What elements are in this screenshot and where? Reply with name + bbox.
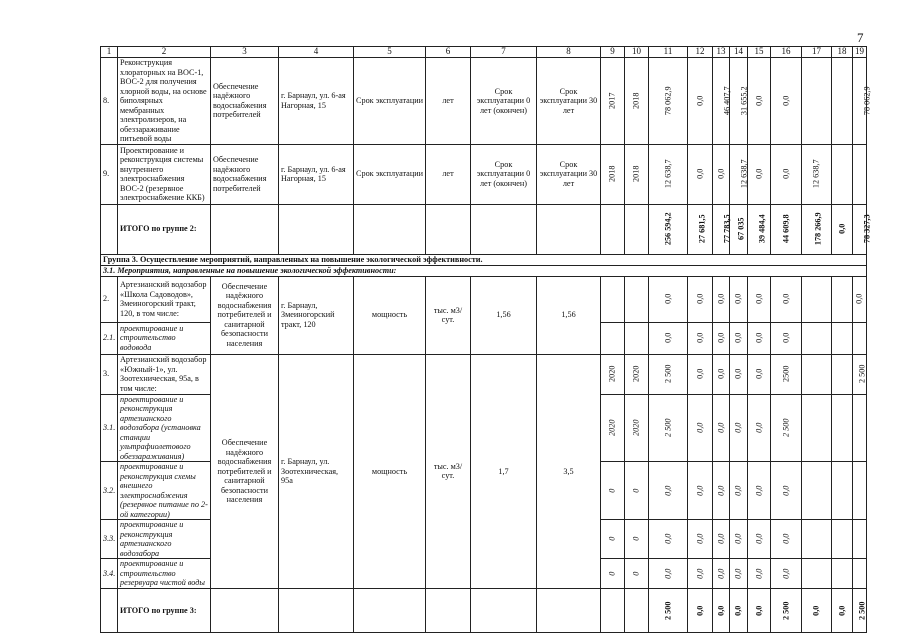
total-18: 0,0 <box>832 589 853 633</box>
year-start: 2020 <box>601 354 625 394</box>
cell-15: 0,0 <box>748 394 771 462</box>
total-19: 78 327,3 <box>853 204 867 254</box>
cell-16: 2500 <box>771 354 802 394</box>
parameter: мощность <box>354 354 426 589</box>
table-row <box>101 58 867 145</box>
cell-13: 0,0 <box>713 462 730 520</box>
year-end: 0 <box>625 462 649 520</box>
row-number: 2.1. <box>101 322 118 354</box>
cell-16: 0,0 <box>771 462 802 520</box>
cell-11: 0,0 <box>649 520 688 559</box>
table-row <box>101 144 867 204</box>
cell-12: 0,0 <box>688 462 713 520</box>
total-15: 0,0 <box>748 589 771 633</box>
total-13: 77 783,5 <box>713 204 730 254</box>
cell-13: 0,0 <box>713 276 730 322</box>
measure-name: проектирование и реконструкция схемы внешнего электроснабжения (резервное питание по 2-ой категории) <box>118 462 211 520</box>
cell-14: 31 655,2 <box>730 58 748 145</box>
total-19: 2 500 <box>853 589 867 633</box>
cell-17 <box>802 58 832 145</box>
measure-address: г. Барнаул, Змеиногорский тракт, 120 <box>279 276 354 354</box>
year-start: 0 <box>601 462 625 520</box>
total-16: 44 609,8 <box>771 204 802 254</box>
cell-16: 2 500 <box>771 394 802 462</box>
cell-11: 0,0 <box>649 559 688 589</box>
cell-11: 2 500 <box>649 354 688 394</box>
value-after: Срок эксплуатации 30 лет <box>537 144 601 204</box>
header-cell: 14 <box>730 47 748 58</box>
cell-15: 0,0 <box>748 322 771 354</box>
measure-name: Проектирование и реконструкция системы внутреннего электроснабжения ВОС-2 (резервное электроснабжение ККБ) <box>118 144 211 204</box>
total-row <box>101 204 867 254</box>
row-number: 8. <box>101 58 118 145</box>
total-17: 178 266,9 <box>802 204 832 254</box>
total-row <box>101 589 867 633</box>
cell-13: 0,0 <box>713 520 730 559</box>
header-cell: 13 <box>713 47 730 58</box>
unit: лет <box>426 58 471 145</box>
cell-16: 0,0 <box>771 144 802 204</box>
year-end: 0 <box>625 559 649 589</box>
header-cell: 1 <box>101 47 118 58</box>
header-cell: 5 <box>354 47 426 58</box>
header-cell: 2 <box>118 47 211 58</box>
cell-13: 46 407,7 <box>713 58 730 145</box>
cell-15: 0,0 <box>748 520 771 559</box>
row-number: 3. <box>101 354 118 394</box>
cell-13: 0,0 <box>713 144 730 204</box>
value-before: 1,56 <box>471 276 537 354</box>
cell-12: 0,0 <box>688 276 713 322</box>
cell-16: 0,0 <box>771 276 802 322</box>
cell-15: 0,0 <box>748 144 771 204</box>
value-before: Срок эксплуатации 0 лет (окончен) <box>471 58 537 145</box>
cell-14: 0,0 <box>730 276 748 322</box>
cell-15: 0,0 <box>748 462 771 520</box>
total-11: 2 500 <box>649 589 688 633</box>
cell-19: 78 062,9 <box>853 58 867 145</box>
header-cell: 11 <box>649 47 688 58</box>
cell-13: 0,0 <box>713 322 730 354</box>
unit: тыс. м3/сут. <box>426 354 471 589</box>
cell-11: 0,0 <box>649 276 688 322</box>
year-end: 2018 <box>625 58 649 145</box>
total-14: 0,0 <box>730 589 748 633</box>
header-cell: 19 <box>853 47 867 58</box>
row-number: 3.3. <box>101 520 118 559</box>
table-row <box>101 276 867 322</box>
cell-12: 0,0 <box>688 354 713 394</box>
parameter: мощность <box>354 276 426 354</box>
cell-16: 0,0 <box>771 520 802 559</box>
measure-name: проектирование и реконструкция артезианского водозабора <box>118 520 211 559</box>
measure-name: проектирование и строительство водовода <box>118 322 211 354</box>
header-cell: 17 <box>802 47 832 58</box>
header-cell: 18 <box>832 47 853 58</box>
total-label: ИТОГО по группе 2: <box>118 204 211 254</box>
cell-11: 12 638,7 <box>649 144 688 204</box>
total-11: 256 594,2 <box>649 204 688 254</box>
header-cell: 7 <box>471 47 537 58</box>
cell-14: 0,0 <box>730 559 748 589</box>
cell-14: 0,0 <box>730 520 748 559</box>
measure-address: г. Барнаул, ул. 6-ая Нагорная, 15 <box>279 58 354 145</box>
cell-14: 0,0 <box>730 394 748 462</box>
cell-14: 12 638,7 <box>730 144 748 204</box>
measure-address: г. Барнаул, ул. Зоотехническая, 95а <box>279 354 354 589</box>
cell-11: 2 500 <box>649 394 688 462</box>
row-number: 9. <box>101 144 118 204</box>
total-18: 0,0 <box>832 204 853 254</box>
cell-14: 0,0 <box>730 462 748 520</box>
parameter: Срок эксплуатации <box>354 58 426 145</box>
parameter: Срок эксплуатации <box>354 144 426 204</box>
total-15: 39 484,4 <box>748 204 771 254</box>
cell-12: 0,0 <box>688 520 713 559</box>
cell-14: 0,0 <box>730 354 748 394</box>
cell-11: 0,0 <box>649 462 688 520</box>
cell-11: 78 062,9 <box>649 58 688 145</box>
header-cell: 16 <box>771 47 802 58</box>
measure-name: Артезианский водозабор «Школа Садоводов», Змеиногорский тракт, 120, в том числе: <box>118 276 211 322</box>
cell-16: 0,0 <box>771 58 802 145</box>
year-end: 2020 <box>625 394 649 462</box>
row-number: 3.2. <box>101 462 118 520</box>
cell-12: 0,0 <box>688 322 713 354</box>
year-end: 2020 <box>625 354 649 394</box>
group-title: Группа 3. Осуществление мероприятий, направленных на повышение экологической эффективности. <box>101 254 867 265</box>
year-start: 2020 <box>601 394 625 462</box>
measure-goal: Обеспечение надёжного водоснабжения потребителей <box>211 144 279 204</box>
unit: тыс. м3/сут. <box>426 276 471 354</box>
page-number: 7 <box>857 30 864 45</box>
cell-12: 0,0 <box>688 144 713 204</box>
row-number: 2. <box>101 276 118 322</box>
subgroup-header-row <box>101 265 867 276</box>
header-cell: 6 <box>426 47 471 58</box>
cell-19: 2 500 <box>853 354 867 394</box>
year-end: 2018 <box>625 144 649 204</box>
cell-17: 12 638,7 <box>802 144 832 204</box>
total-17: 0,0 <box>802 589 832 633</box>
value-before: 1,7 <box>471 354 537 589</box>
measure-goal: Обеспечение надёжного водоснабжения потребителей <box>211 58 279 145</box>
header-cell: 3 <box>211 47 279 58</box>
cell-15: 0,0 <box>748 58 771 145</box>
investment-table <box>100 46 872 633</box>
value-before: Срок эксплуатации 0 лет (окончен) <box>471 144 537 204</box>
header-cell: 4 <box>279 47 354 58</box>
year-start: 0 <box>601 559 625 589</box>
value-after: Срок эксплуатации 30 лет <box>537 58 601 145</box>
cell-13: 0,0 <box>713 559 730 589</box>
cell-12: 0,0 <box>688 394 713 462</box>
measure-name: Артезианский водозабор «Южный-1», ул. Зоотехническая, 95а, в том числе: <box>118 354 211 394</box>
cell-12: 0,0 <box>688 58 713 145</box>
total-14: 67 035 <box>730 204 748 254</box>
group-header-row <box>101 254 867 265</box>
unit: лет <box>426 144 471 204</box>
subgroup-title: 3.1. Мероприятия, направленные на повышение экологической эффективности: <box>101 265 867 276</box>
header-row <box>101 47 867 58</box>
total-13: 0,0 <box>713 589 730 633</box>
cell-16: 0,0 <box>771 559 802 589</box>
header-cell: 12 <box>688 47 713 58</box>
total-12: 27 681,5 <box>688 204 713 254</box>
table-row <box>101 354 867 394</box>
measure-name: проектирование и реконструкция артезианского водозабора (установка станции ультрафиолетового обеззараживания) <box>118 394 211 462</box>
row-number: 3.4. <box>101 559 118 589</box>
value-after: 1,56 <box>537 276 601 354</box>
cell-18 <box>832 58 853 145</box>
cell-13: 0,0 <box>713 354 730 394</box>
year-end: 0 <box>625 520 649 559</box>
header-cell: 9 <box>601 47 625 58</box>
total-16: 2 500 <box>771 589 802 633</box>
year-start: 0 <box>601 520 625 559</box>
cell-11: 0,0 <box>649 322 688 354</box>
cell-12: 0,0 <box>688 559 713 589</box>
cell-14: 0,0 <box>730 322 748 354</box>
cell-15: 0,0 <box>748 276 771 322</box>
cell-19: 0,0 <box>853 276 867 322</box>
row-number: 3.1. <box>101 394 118 462</box>
cell-15: 0,0 <box>748 559 771 589</box>
cell-18 <box>832 144 853 204</box>
header-cell: 15 <box>748 47 771 58</box>
cell-19 <box>853 144 867 204</box>
measure-address: г. Барнаул, ул. 6-ая Нагорная, 15 <box>279 144 354 204</box>
cell-13: 0,0 <box>713 394 730 462</box>
value-after: 3,5 <box>537 354 601 589</box>
year-start: 2017 <box>601 58 625 145</box>
cell-15: 0,0 <box>748 354 771 394</box>
total-12: 0,0 <box>688 589 713 633</box>
header-cell: 10 <box>625 47 649 58</box>
total-label: ИТОГО по группе 3: <box>118 589 211 633</box>
cell-16: 0,0 <box>771 322 802 354</box>
header-cell: 8 <box>537 47 601 58</box>
measure-goal: Обеспечение надёжного водоснабжения потребителей и санитарной безопасности населения <box>211 354 279 589</box>
measure-name: проектирование и строительство резервуара чистой воды <box>118 559 211 589</box>
measure-goal: Обеспечение надёжного водоснабжения потребителей и санитарной безопасности населения <box>211 276 279 354</box>
measure-name: Реконструкция хлораторных на ВОС-1, ВОС-2 для получения хлорной воды, на основе биполярных мембранных электролизеров, на обеззараживание питьевой воды <box>118 58 211 145</box>
year-start: 2018 <box>601 144 625 204</box>
